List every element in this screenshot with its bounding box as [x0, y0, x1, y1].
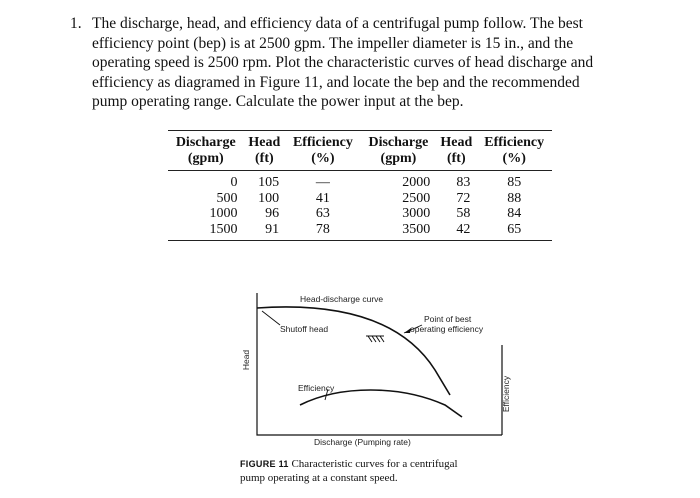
- efficiency-axis-label: Efficiency: [501, 375, 512, 413]
- discharge-axis-label: Discharge (Pumping rate): [314, 437, 411, 447]
- pump-data-table: [168, 130, 552, 241]
- bep-marker: [366, 336, 384, 342]
- table-cell: —: [315, 175, 330, 190]
- bep-label-line1: Point of best: [424, 314, 472, 324]
- characteristic-curves-diagram: [240, 285, 520, 455]
- table-cell: 105: [258, 175, 280, 190]
- table-cell: 96: [265, 206, 280, 221]
- table-cell: 1000: [209, 206, 238, 221]
- table-cell: 3500: [361, 222, 437, 241]
- table-row: [168, 206, 552, 222]
- head-discharge-curve-label: Head-discharge curve: [300, 294, 384, 304]
- table-cell: 2500: [402, 190, 431, 206]
- table-cell: 500: [216, 190, 238, 206]
- table-cell: 85: [507, 175, 522, 190]
- table-cell: 100: [258, 190, 280, 206]
- caption-text-line2: pump operating at a constant speed.: [240, 472, 398, 484]
- table-cell: 0: [230, 175, 238, 190]
- table-cell: 3000: [402, 206, 431, 221]
- table-row: [168, 171, 552, 191]
- bep-label-line2: operating efficiency: [410, 324, 484, 334]
- table-cell: 1500: [168, 222, 244, 241]
- table-cell: 88: [507, 190, 522, 206]
- table-cell: 83: [456, 175, 471, 190]
- header-discharge: Discharge: [368, 135, 429, 150]
- table-cell: 72: [456, 190, 471, 206]
- problem-line: The discharge, head, and efficiency data of a centrifugal pump follow. The best: [92, 15, 583, 32]
- figure-caption: [240, 457, 520, 485]
- efficiency-curve: [300, 390, 462, 417]
- head-axis-label: Head: [241, 349, 252, 371]
- problem-number: 1.: [70, 15, 82, 32]
- table-cell: 2000: [402, 175, 431, 190]
- table-cell: 65: [476, 222, 552, 241]
- figure-number: FIGURE 11: [240, 459, 289, 469]
- header-head: Head: [440, 135, 473, 150]
- header-unit: (%): [476, 151, 552, 171]
- problem-text: [92, 14, 672, 112]
- figure-11: [240, 285, 520, 490]
- table-cell: 84: [507, 206, 522, 221]
- problem-line: operating speed is 2500 rpm. Plot the characteristic curves of head discharge and: [92, 54, 594, 71]
- header-unit: (ft): [436, 151, 476, 171]
- table-cell: 42: [436, 222, 476, 241]
- problem-line: pump operating range. Calculate the power input at the bep.: [92, 93, 464, 110]
- header-unit: (ft): [244, 151, 286, 171]
- header-head: Head: [248, 135, 281, 150]
- shutoff-head-leader: [262, 311, 280, 325]
- header-unit: (gpm): [361, 151, 437, 171]
- table-cell: 41: [315, 190, 330, 206]
- shutoff-head-label: Shutoff head: [280, 324, 329, 334]
- table-cell: 63: [315, 206, 330, 221]
- table-row: [168, 222, 552, 241]
- caption-text-line1: Characteristic curves for a centrifugal: [291, 458, 458, 470]
- table-cell: 91: [244, 222, 286, 241]
- problem-line: efficiency point (bep) is at 2500 gpm. The impeller diameter is 15 in., and the: [92, 34, 574, 52]
- header-unit: (gpm): [168, 151, 244, 171]
- header-efficiency: Efficiency: [484, 135, 545, 150]
- table-cell: 78: [285, 222, 361, 241]
- header-unit: (%): [285, 151, 361, 171]
- head-discharge-curve: [257, 307, 450, 395]
- table-row: [168, 191, 552, 207]
- header-efficiency: Efficiency: [292, 135, 353, 150]
- efficiency-curve-label: Efficiency: [298, 383, 335, 393]
- problem-line: efficiency as diagramed in Figure 11, and locate the bep and the recommended: [92, 73, 580, 91]
- header-discharge: Discharge: [175, 135, 236, 150]
- table-cell: 58: [456, 206, 471, 221]
